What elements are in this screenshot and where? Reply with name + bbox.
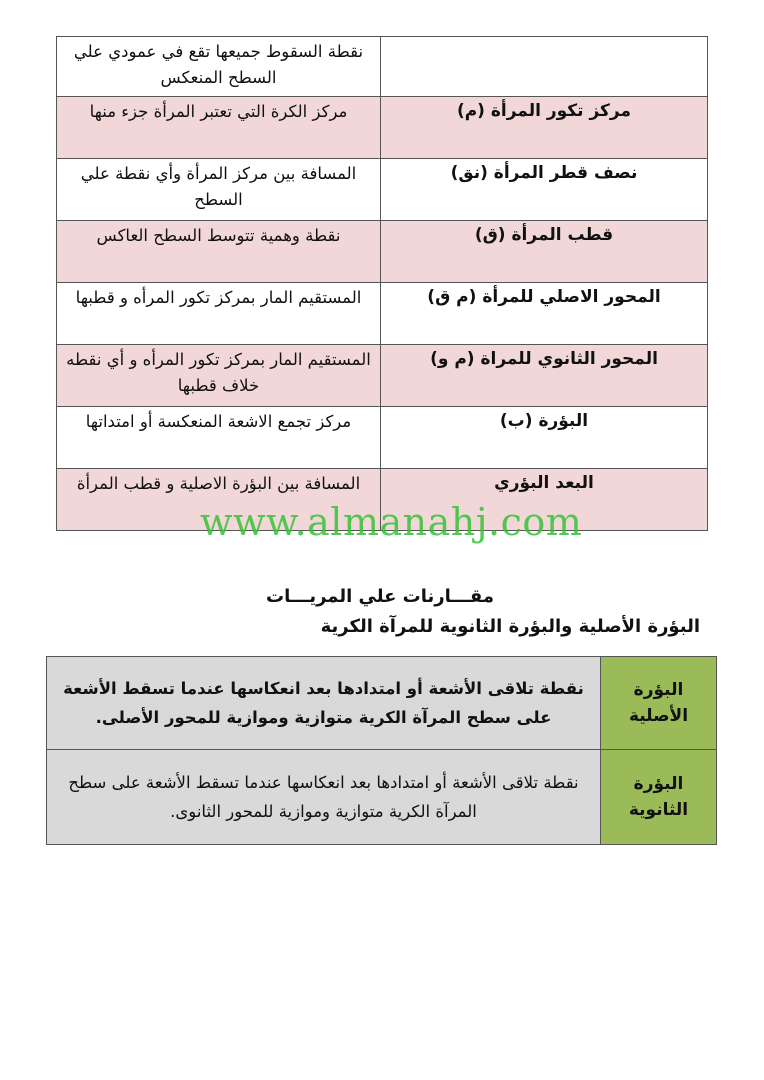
term-cell: البؤرة الأصلية [601, 657, 717, 750]
definition-cell: المستقيم المار بمركز تكور المرأه و أي نقطه خلاف قطبها [57, 345, 381, 407]
definition-cell: مركز تجمع الاشعة المنعكسة أو امتداتها [57, 407, 381, 469]
section-title: مقـــارنات علي المريـــات [266, 586, 494, 607]
definition-cell: المستقيم المار بمركز تكور المرأه و قطبها [57, 283, 381, 345]
definition-cell: نقطة تلاقى الأشعة أو امتدادها بعد انعكاسها عندما تسقط الأشعة على سطح المرآة الكرية متوازية وموازية للمحور الأصلى. [47, 657, 601, 750]
definitions-table [56, 36, 708, 531]
term-cell: البؤرة (ب) [381, 407, 708, 469]
term-cell: البعد البؤري [381, 469, 708, 531]
term-cell: مركز تكور المرأة (م) [381, 97, 708, 159]
watermark: www.almanahj.com [200, 500, 583, 544]
term-cell [381, 37, 708, 97]
definition-cell: مركز الكرة التي تعتبر المرأة جزء منها [57, 97, 381, 159]
term-cell: المحور الثانوي للمراة (م و) [381, 345, 708, 407]
definition-cell: المسافة بين مركز المرأة وأي نقطة علي السطح [57, 159, 381, 221]
table-row [57, 221, 708, 283]
term-cell: قطب المرأة (ق) [381, 221, 708, 283]
table-row [57, 345, 708, 407]
comparison-table [46, 656, 717, 845]
table-row [57, 407, 708, 469]
table-row [57, 37, 708, 97]
definition-cell: المسافة بين البؤرة الاصلية و قطب المرأة [57, 469, 381, 531]
table-row [47, 750, 717, 845]
section-subtitle: البؤرة الأصلية والبؤرة الثانوية للمرآة الكرية [320, 616, 700, 637]
table-row [57, 283, 708, 345]
definition-cell: نقطة السقوط جميعها تقع في عمودي علي السطح المنعكس [57, 37, 381, 97]
table-row [47, 657, 717, 750]
term-cell: المحور الاصلي للمرأة (م ق) [381, 283, 708, 345]
definition-cell: نقطة وهمية تتوسط السطح العاكس [57, 221, 381, 283]
table-row [57, 97, 708, 159]
term-cell: البؤرة الثانوية [601, 750, 717, 845]
definition-cell: نقطة تلاقى الأشعة أو امتدادها بعد انعكاسها عندما تسقط الأشعة على سطح المرآة الكرية متوازية وموازية للمحور الثانوى. [47, 750, 601, 845]
table-row [57, 159, 708, 221]
term-cell: نصف قطر المرأة (نق) [381, 159, 708, 221]
